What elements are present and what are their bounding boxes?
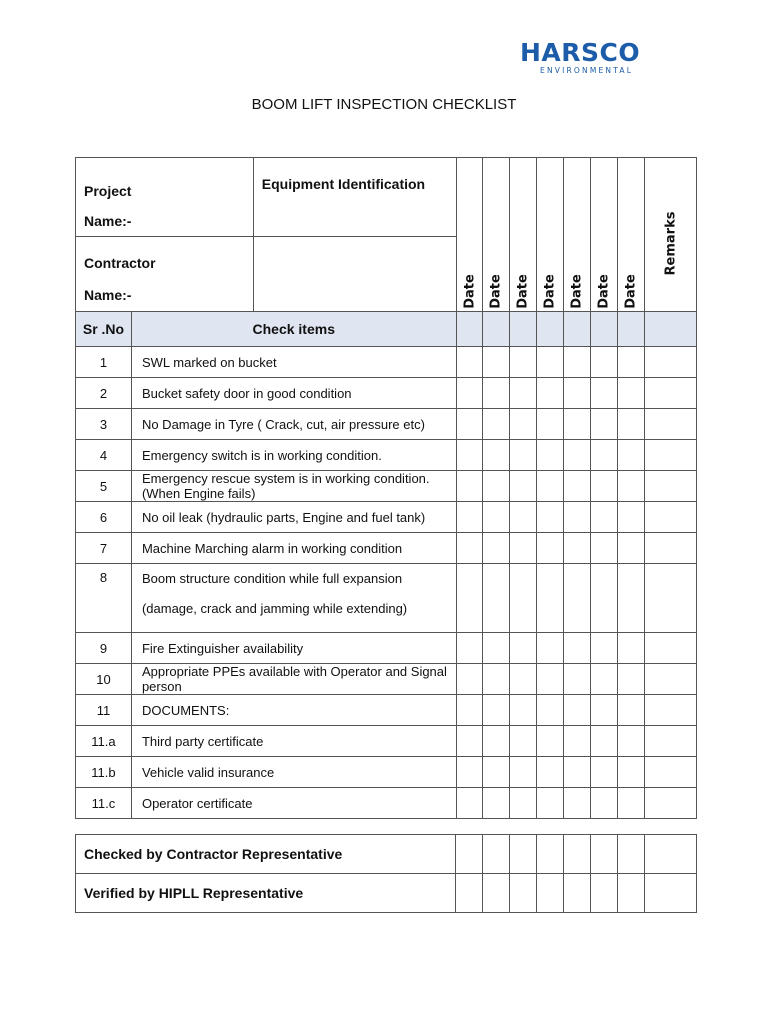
verified-by-row [76,874,697,913]
date-check-cell[interactable] [618,378,645,409]
date-check-cell[interactable] [591,788,618,819]
date-check-cell[interactable] [456,440,483,471]
date-check-cell[interactable] [591,440,618,471]
date-check-cell[interactable] [537,502,564,533]
checklist-row [76,409,697,440]
date-col-7 [618,158,645,312]
check-items-header: Check items [131,312,456,347]
contractor-value[interactable] [253,237,456,312]
date-check-cell[interactable] [564,471,591,502]
row-sr-no: 11 [76,695,132,726]
date-check-cell[interactable] [537,633,564,664]
date-check-cell[interactable] [591,533,618,564]
verified-by-label: Verified by HIPLL Representative [76,874,456,913]
checklist-row [76,440,697,471]
row-sr-no: 7 [76,533,132,564]
remarks-cell[interactable] [645,664,697,695]
date-check-cell[interactable] [564,533,591,564]
remarks-cell[interactable] [645,378,697,409]
remarks-cell[interactable] [645,502,697,533]
date-check-cell[interactable] [618,347,645,378]
date-check-cell[interactable] [591,378,618,409]
row-check-item: Appropriate PPEs available with Operator and Signal person [131,664,456,695]
sr-no-header: Sr .No [76,312,132,347]
row-sr-no: 3 [76,409,132,440]
harsco-logo [520,40,680,76]
row-sr-no: 4 [76,440,132,471]
project-label: Project [84,183,132,199]
row-check-item: SWL marked on bucket [131,347,456,378]
project-name-label: Name:- [84,213,132,229]
date-col-2 [483,158,510,312]
checklist-row [76,757,697,788]
remarks-cell[interactable] [645,695,697,726]
row-sr-no: 8 [76,564,132,633]
checked-by-row [76,835,697,874]
date-check-cell[interactable] [456,695,483,726]
date-check-cell[interactable] [456,564,483,633]
date-check-cell[interactable] [510,664,537,695]
date-check-cell[interactable] [591,471,618,502]
date-check-cell[interactable] [456,409,483,440]
date-check-cell[interactable] [483,695,510,726]
date-check-cell[interactable] [591,695,618,726]
date-check-cell[interactable] [537,533,564,564]
row-check-item: Machine Marching alarm in working condition [131,533,456,564]
checklist-row [76,378,697,409]
date-check-cell[interactable] [483,757,510,788]
row-sr-no: 11.a [76,726,132,757]
logo-subtitle: ENVIRONMENTAL [540,66,634,75]
date-check-cell[interactable] [510,726,537,757]
date-col-6 [591,158,618,312]
date-col-4 [537,158,564,312]
remarks-cell[interactable] [645,409,697,440]
date-check-cell[interactable] [618,633,645,664]
contractor-cell [76,237,254,312]
remarks-cell[interactable] [645,440,697,471]
date-check-cell[interactable] [591,664,618,695]
date-check-cell[interactable] [483,378,510,409]
date-check-cell[interactable] [456,502,483,533]
row-check-item: DOCUMENTS: [131,695,456,726]
date-check-cell[interactable] [564,378,591,409]
remarks-cell[interactable] [645,633,697,664]
row-sr-no: 1 [76,347,132,378]
date-col-5 [564,158,591,312]
date-check-cell[interactable] [618,564,645,633]
row-check-item: No Damage in Tyre ( Crack, cut, air pressure etc) [131,409,456,440]
checklist-row [76,533,697,564]
date-col-1 [456,158,483,312]
date-check-cell[interactable] [456,726,483,757]
date-check-cell[interactable] [510,533,537,564]
date-check-cell[interactable] [618,695,645,726]
remarks-label: Remarks [663,211,679,276]
date-label: Date [596,274,612,309]
row-check-item: Emergency rescue system is in working condition.(When Engine fails) [131,471,456,502]
date-check-cell[interactable] [618,757,645,788]
date-check-cell[interactable] [618,502,645,533]
date-check-cell[interactable] [510,378,537,409]
date-check-cell[interactable] [564,664,591,695]
date-check-cell[interactable] [510,633,537,664]
remarks-cell[interactable] [645,726,697,757]
checklist-row [76,633,697,664]
date-check-cell[interactable] [510,564,537,633]
date-check-cell[interactable] [537,788,564,819]
date-check-cell[interactable] [483,440,510,471]
logo-wordmark: HARSCO [520,38,641,67]
row-sr-no: 11.b [76,757,132,788]
date-check-cell[interactable] [537,726,564,757]
checklist-row [76,564,697,633]
date-check-cell[interactable] [537,440,564,471]
project-cell [76,158,254,237]
date-label: Date [515,274,531,309]
date-check-cell[interactable] [510,757,537,788]
column-header-row [76,312,697,347]
row-check-item: No oil leak (hydraulic parts, Engine and fuel tank) [131,502,456,533]
date-check-cell[interactable] [510,695,537,726]
date-check-cell[interactable] [564,440,591,471]
checklist-row [76,726,697,757]
row-check-item: Vehicle valid insurance [131,757,456,788]
remarks-cell[interactable] [645,471,697,502]
date-check-cell[interactable] [618,726,645,757]
date-check-cell[interactable] [456,347,483,378]
date-label: Date [569,274,585,309]
equipment-cell [253,158,456,237]
date-check-cell[interactable] [564,695,591,726]
remarks-cell[interactable] [645,757,697,788]
date-check-cell[interactable] [510,502,537,533]
date-check-cell[interactable] [483,564,510,633]
row-check-item: Operator certificate [131,788,456,819]
row-sr-no: 6 [76,502,132,533]
signoff-table [75,834,697,913]
checklist-row [76,502,697,533]
date-check-cell[interactable] [537,564,564,633]
row-check-item: Fire Extinguisher availability [131,633,456,664]
date-check-cell[interactable] [456,664,483,695]
date-label: Date [542,274,558,309]
date-check-cell[interactable] [537,347,564,378]
date-check-cell[interactable] [483,633,510,664]
date-check-cell[interactable] [564,633,591,664]
equipment-label: Equipment Identification [261,176,426,192]
date-check-cell[interactable] [591,502,618,533]
row-sr-no: 11.c [76,788,132,819]
date-check-cell[interactable] [537,757,564,788]
row-sr-no: 5 [76,471,132,502]
checklist-row [76,695,697,726]
page-title: BOOM LIFT INSPECTION CHECKLIST [251,96,517,113]
date-check-cell[interactable] [591,757,618,788]
date-check-cell[interactable] [510,409,537,440]
date-check-cell[interactable] [591,564,618,633]
date-check-cell[interactable] [618,440,645,471]
remarks-cell[interactable] [645,564,697,633]
contractor-label: Contractor [84,255,156,271]
date-check-cell[interactable] [537,695,564,726]
date-check-cell[interactable] [537,471,564,502]
date-check-cell[interactable] [564,347,591,378]
date-check-cell[interactable] [618,664,645,695]
date-check-cell[interactable] [510,471,537,502]
date-check-cell[interactable] [456,757,483,788]
row-sr-no: 2 [76,378,132,409]
contractor-name-label: Name:- [84,287,132,303]
date-check-cell[interactable] [618,409,645,440]
date-check-cell[interactable] [537,664,564,695]
checklist-table [75,157,697,819]
date-check-cell[interactable] [483,409,510,440]
row-check-item: Third party certificate [131,726,456,757]
date-check-cell[interactable] [537,378,564,409]
date-check-cell[interactable] [483,347,510,378]
date-check-cell[interactable] [537,409,564,440]
date-check-cell[interactable] [564,788,591,819]
checked-by-label: Checked by Contractor Representative [76,835,456,874]
date-check-cell[interactable] [564,502,591,533]
remarks-cell[interactable] [645,788,697,819]
date-check-cell[interactable] [510,347,537,378]
date-check-cell[interactable] [564,564,591,633]
date-check-cell[interactable] [591,409,618,440]
date-label: Date [623,274,639,309]
row-sr-no: 9 [76,633,132,664]
date-check-cell[interactable] [510,440,537,471]
date-check-cell[interactable] [456,378,483,409]
checklist-row [76,471,697,502]
date-check-cell[interactable] [456,471,483,502]
date-check-cell[interactable] [483,471,510,502]
date-check-cell[interactable] [456,533,483,564]
date-check-cell[interactable] [618,533,645,564]
checklist-rows [76,347,697,819]
date-check-cell[interactable] [483,664,510,695]
date-check-cell[interactable] [456,633,483,664]
row-check-item: Emergency switch is in working condition. [131,440,456,471]
date-col-3 [510,158,537,312]
date-check-cell[interactable] [483,788,510,819]
date-check-cell[interactable] [591,347,618,378]
checklist-row [76,664,697,695]
date-check-cell[interactable] [510,788,537,819]
date-check-cell[interactable] [564,757,591,788]
date-check-cell[interactable] [483,726,510,757]
date-check-cell[interactable] [456,788,483,819]
date-check-cell[interactable] [591,726,618,757]
date-label: Date [488,274,504,309]
remarks-col [645,158,697,312]
date-check-cell[interactable] [564,409,591,440]
remarks-cell[interactable] [645,347,697,378]
checklist-row [76,347,697,378]
date-check-cell[interactable] [483,533,510,564]
row-check-item: Bucket safety door in good condition [131,378,456,409]
checklist-row [76,788,697,819]
date-check-cell[interactable] [564,726,591,757]
date-label: Date [462,274,477,309]
date-check-cell[interactable] [591,633,618,664]
header-row-project [76,158,697,237]
date-check-cell[interactable] [618,788,645,819]
row-check-item: Boom structure condition while full expansion (damage, crack and jamming while extending) [131,564,456,633]
remarks-cell[interactable] [645,533,697,564]
date-check-cell[interactable] [618,471,645,502]
row-sr-no: 10 [76,664,132,695]
date-check-cell[interactable] [483,502,510,533]
